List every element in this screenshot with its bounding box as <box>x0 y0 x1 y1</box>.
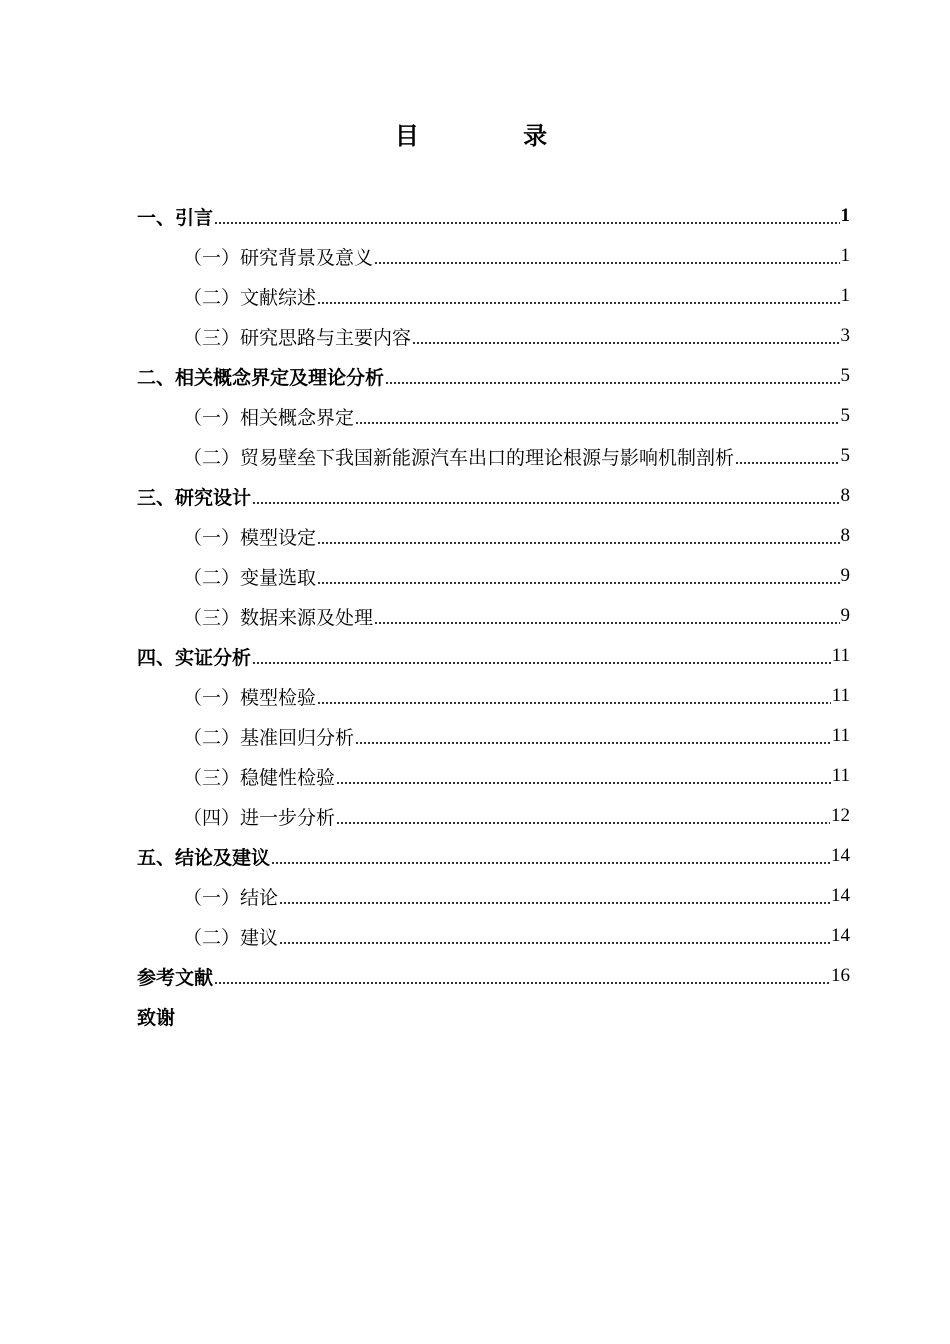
toc-dot-leader <box>336 817 830 825</box>
toc-entry-chapter[interactable] <box>137 956 850 996</box>
toc-page-number: 9 <box>840 605 850 626</box>
toc-entry-chapter[interactable] <box>137 836 850 876</box>
toc-dot-leader <box>385 377 839 385</box>
toc-entry-label: （三）数据来源及处理 <box>183 606 374 629</box>
toc-entry-label: （一）研究背景及意义 <box>183 246 374 269</box>
toc-entry-label: （二）贸易壁垒下我国新能源汽车出口的理论根源与影响机制剖析 <box>183 446 735 469</box>
toc-dot-leader <box>279 937 830 945</box>
toc-entry-label: 参考文献 <box>137 966 214 989</box>
toc-entry-chapter[interactable] <box>137 196 850 236</box>
toc-dot-leader <box>317 577 839 585</box>
toc-page-number: 11 <box>831 685 850 706</box>
toc-entry-label: 三、研究设计 <box>137 486 252 509</box>
toc-dot-leader <box>374 617 839 625</box>
toc-entry-section[interactable] <box>137 796 850 836</box>
toc-dot-leader <box>317 297 839 305</box>
toc-dot-leader <box>735 457 839 465</box>
toc-dot-leader <box>412 337 839 345</box>
toc-dot-leader <box>214 217 839 225</box>
toc-page-number: 11 <box>831 725 850 746</box>
toc-entry-section[interactable] <box>137 276 850 316</box>
toc-page-number: 9 <box>840 565 850 586</box>
toc-entry-chapter[interactable] <box>137 356 850 396</box>
toc-dot-leader <box>279 897 830 905</box>
toc-entry-chapter[interactable] <box>137 996 850 1036</box>
toc-entry-section[interactable] <box>137 396 850 436</box>
toc-page-number: 5 <box>840 365 850 386</box>
toc-page-number: 14 <box>831 845 850 866</box>
toc-entry-label: （三）研究思路与主要内容 <box>183 326 412 349</box>
toc-dot-leader <box>317 697 831 705</box>
toc-dot-leader <box>336 777 831 785</box>
toc-entry-section[interactable] <box>137 556 850 596</box>
toc-entry-chapter[interactable] <box>137 636 850 676</box>
toc-entry-section[interactable] <box>137 876 850 916</box>
toc-dot-leader <box>252 497 839 505</box>
table-of-contents <box>137 196 850 1036</box>
toc-page-number: 11 <box>831 765 850 786</box>
toc-dot-leader <box>317 537 839 545</box>
toc-entry-section[interactable] <box>137 516 850 556</box>
toc-title: 目 录 <box>394 122 596 150</box>
toc-page-number: 1 <box>840 245 850 266</box>
toc-entry-label: 五、结论及建议 <box>137 846 271 869</box>
toc-dot-leader <box>214 977 830 985</box>
toc-page-number: 12 <box>831 805 850 826</box>
toc-entry-section[interactable] <box>137 676 850 716</box>
toc-entry-label: （一）模型检验 <box>183 686 317 709</box>
toc-page-number: 14 <box>831 925 850 946</box>
toc-page-number: 8 <box>840 485 850 506</box>
toc-entry-section[interactable] <box>137 916 850 956</box>
toc-page-number: 5 <box>840 445 850 466</box>
toc-entry-label: （二）变量选取 <box>183 566 317 589</box>
toc-entry-section[interactable] <box>137 316 850 356</box>
toc-entry-section[interactable] <box>137 716 850 756</box>
toc-entry-label: （三）稳健性检验 <box>183 766 336 789</box>
toc-entry-label: （二）文献综述 <box>183 286 317 309</box>
toc-entry-label: （二）建议 <box>183 926 279 949</box>
toc-entry-label: （一）模型设定 <box>183 526 317 549</box>
toc-dot-leader <box>355 737 831 745</box>
toc-entry-section[interactable] <box>137 596 850 636</box>
toc-entry-section[interactable] <box>137 436 850 476</box>
toc-page-number: 1 <box>840 285 850 306</box>
toc-entry-label: （二）基准回归分析 <box>183 726 355 749</box>
toc-dot-leader <box>252 657 831 665</box>
toc-entry-chapter[interactable] <box>137 476 850 516</box>
toc-page-number: 8 <box>840 525 850 546</box>
toc-entry-label: 四、实证分析 <box>137 646 252 669</box>
toc-page-number: 16 <box>831 965 850 986</box>
toc-page-number: 3 <box>840 325 850 346</box>
toc-dot-leader <box>355 417 839 425</box>
toc-entry-section[interactable] <box>137 756 850 796</box>
toc-dot-leader <box>271 857 830 865</box>
toc-entry-label: 一、引言 <box>137 206 214 229</box>
toc-entry-label: 二、相关概念界定及理论分析 <box>137 366 385 389</box>
toc-entry-label: （一）相关概念界定 <box>183 406 355 429</box>
toc-page-number: 5 <box>840 405 850 426</box>
toc-entry-label: （四）进一步分析 <box>183 806 336 829</box>
toc-entry-label: （一）结论 <box>183 886 279 909</box>
toc-page-number: 1 <box>840 205 850 226</box>
toc-entry-label: 致谢 <box>137 1006 176 1029</box>
toc-page-number: 14 <box>831 885 850 906</box>
toc-page-number: 11 <box>831 645 850 666</box>
toc-dot-leader <box>374 257 839 265</box>
toc-entry-section[interactable] <box>137 236 850 276</box>
